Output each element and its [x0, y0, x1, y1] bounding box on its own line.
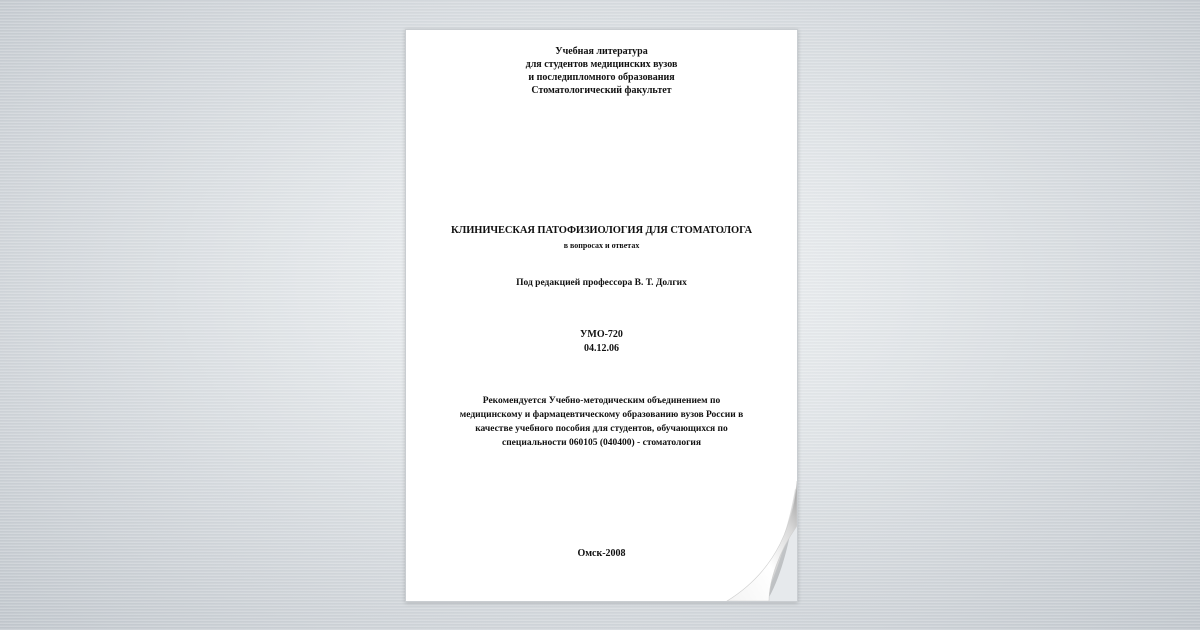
umo-approval	[406, 328, 797, 356]
recommendation-line: качестве учебного пособия для студентов, обучающихся по	[475, 424, 728, 434]
header-line: Учебная литература	[555, 46, 648, 57]
document-subtitle: в вопросах и ответах	[563, 241, 640, 250]
editor-credit: Под редакцией профессора В. Т. Долгих	[516, 278, 687, 288]
page-curl-icon	[707, 481, 797, 601]
recommendation-text	[406, 394, 797, 450]
recommendation-line: медицинскому и фармацевтическому образованию вузов России в	[459, 410, 744, 420]
header-line: и последипломного образования	[528, 72, 675, 83]
publication-series-header	[406, 45, 797, 97]
recommendation-line: Рекомендуется Учебно-методическим объединением по	[482, 396, 721, 406]
recommendation-line: специальности 060105 (040400) - стоматология	[501, 438, 702, 448]
umo-code: УМО-720	[580, 329, 623, 340]
city-year: Омск-2008	[577, 548, 626, 559]
header-line: для студентов медицинских вузов	[525, 59, 678, 70]
document-page	[405, 29, 798, 602]
header-line: Стоматологический факультет	[531, 85, 672, 96]
umo-date: 04.12.06	[584, 343, 619, 354]
document-title: КЛИНИЧЕСКАЯ ПАТОФИЗИОЛОГИЯ ДЛЯ СТОМАТОЛОГА	[450, 225, 753, 236]
